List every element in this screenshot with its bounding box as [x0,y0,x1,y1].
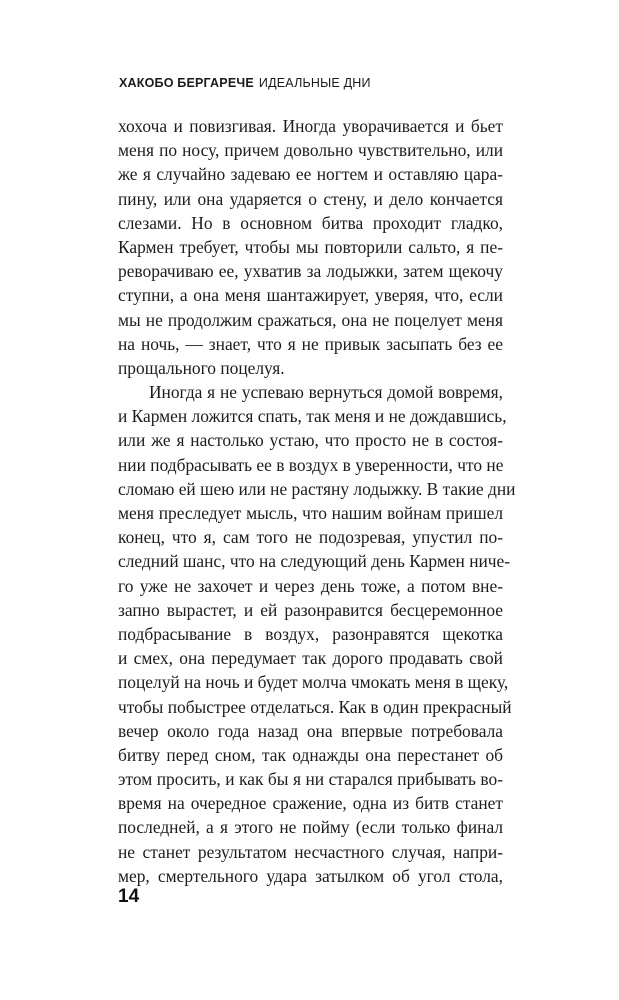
running-head [119,76,371,90]
text-line: подбрасывание в воздух, разонравятся щекотка [118,623,503,644]
text-line: го уже не захочет и через день тоже, а потом вне- [118,575,503,596]
text-line: прощального поцелуя. [118,357,285,378]
text-line: мер, смертельного удара затылком об угол стола, [118,865,503,886]
running-head-author: ХАКОБО БЕРГАРЕЧЕ [119,76,254,90]
running-head-book-title: ИДЕАЛЬНЫЕ ДНИ [258,76,371,90]
text-line: меня преследует мысль, что нашим войнам пришел [118,503,503,523]
text-line: ступни, а она меня шантажирует, уверяя, что, если [118,285,503,306]
text-line: последней, а я этого не пойму (если только финал [118,817,503,838]
text-line: меня по носу, причем довольно чувствительно, или [118,140,503,161]
text-line: следний шанс, что на следующий день Кармен ниче- [118,551,511,572]
text-line: реворачиваю ее, ухватив за лодыжки, затем щекочу [118,261,503,282]
text-line: Иногда я не успеваю вернуться домой вовремя, [149,382,503,403]
text-line: же я случайно задеваю ее ногтем и оставляю цара- [118,164,503,185]
body-text [118,114,516,888]
text-line: на ночь, — знает, что я не привык засыпать без ее [118,333,503,354]
text-line: и смех, она передумает так дорого продавать свой [118,648,503,669]
text-line: конец, что я, сам того не подозревая, упустил по- [118,527,503,548]
text-line: мы не продолжим сражаться, она не поцелует меня [118,309,503,330]
text-line: пину, или она ударяется о стену, и дело кончается [118,188,503,209]
text-line: нии подбрасывать ее в воздух в уверенности, что не [118,454,504,475]
text-line: или же я настолько устаю, что просто не в состоя- [118,430,503,451]
text-line: поцелуй на ночь и будет молча чмокать меня в щеку, [118,672,509,693]
text-line: битву перед сном, так однажды она перестанет об [118,744,503,765]
text-line: и Кармен ложится спать, так меня и не дождавшись, [118,406,507,427]
text-line: вечер около года назад она впервые потребовала [118,720,503,741]
text-line: время на очередное сражение, одна из битв станет [118,793,503,814]
text-line: хохоча и повизгивая. Иногда уворачивается и бьет [118,116,503,136]
text-line: сломаю ей шею или не растяну лодыжку. В такие дни [118,478,516,499]
paragraph [118,380,516,888]
text-line: этом просить, и как бы я ни старался прибывать во- [118,769,503,790]
text-line: чтобы побыстрее отделаться. Как в один прекрасный [118,696,512,717]
text-line: слезами. Но в основном битва проходит гладко, [118,212,503,233]
page-number: 14 [118,886,140,907]
text-line: не станет результатом несчастного случая, напри- [118,841,503,862]
text-line: Кармен требует, чтобы мы повторили сальто, я пе- [118,236,503,257]
text-line: запно вырастет, и ей разонравится бесцеремонное [118,599,503,620]
paragraph [118,114,503,380]
